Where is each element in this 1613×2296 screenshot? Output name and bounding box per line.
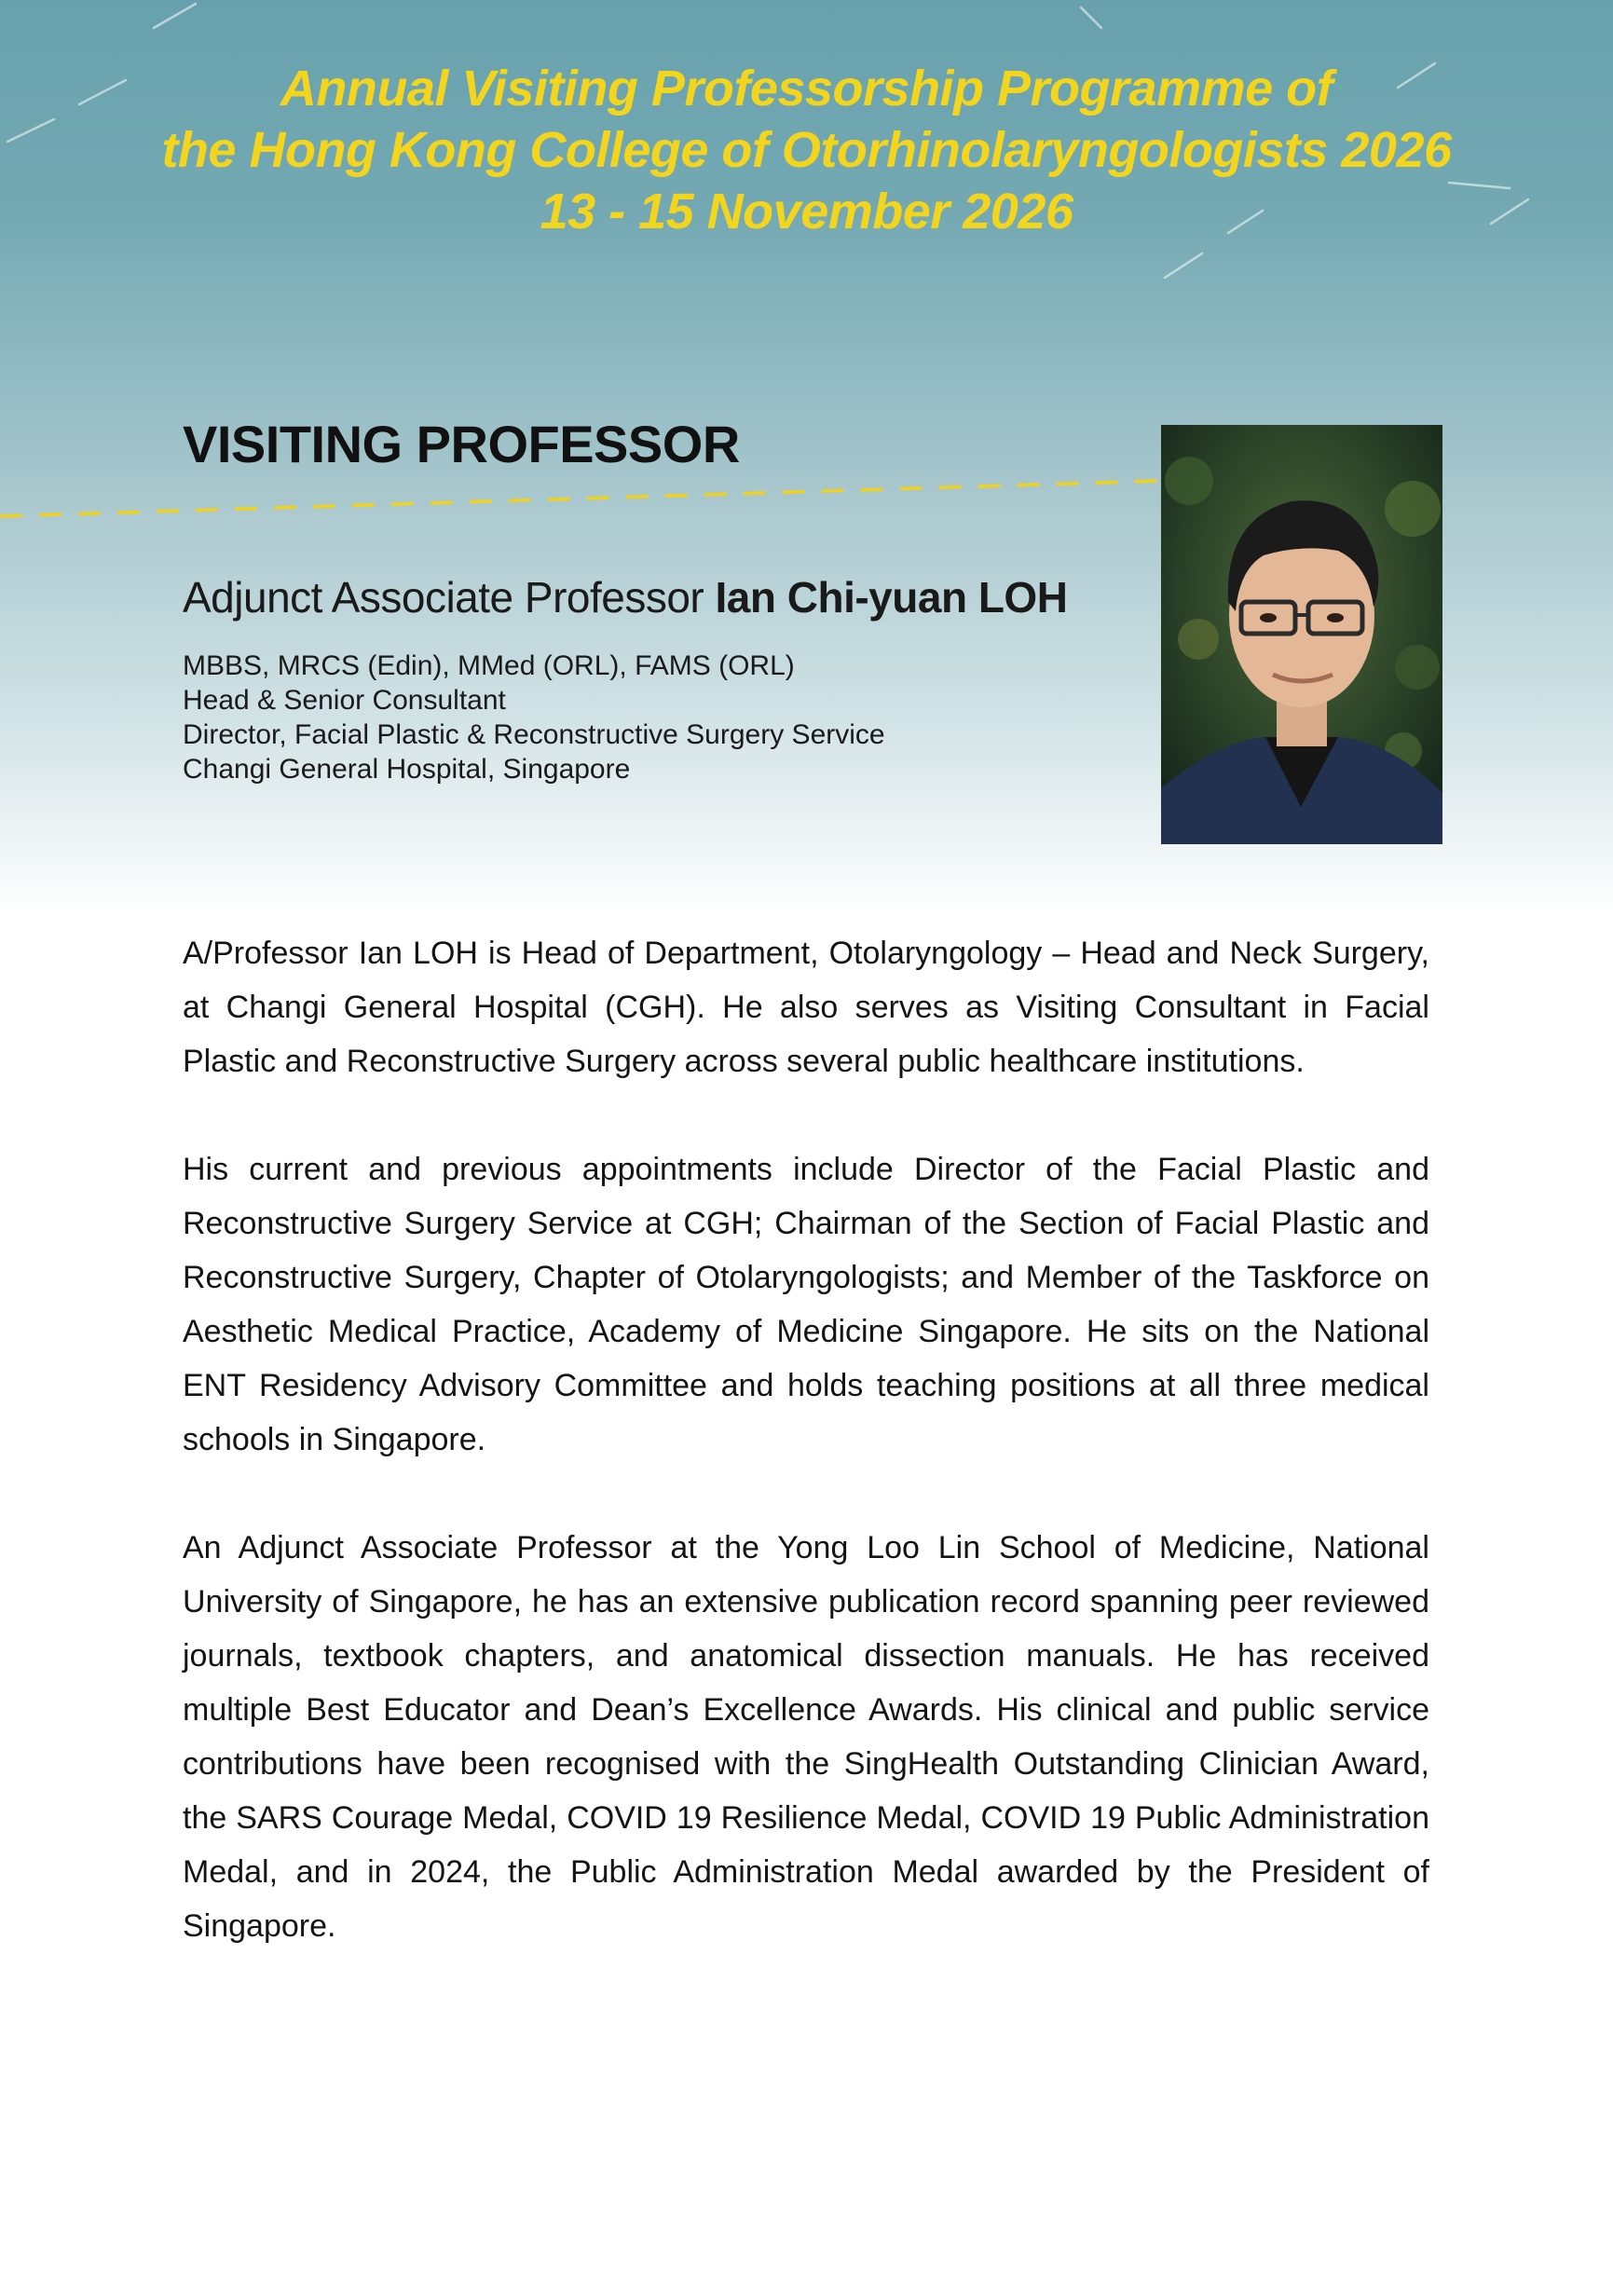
professor-portrait: [1161, 425, 1442, 844]
professor-title: Adjunct Associate Professor: [183, 573, 704, 622]
event-title-line: Annual Visiting Professorship Programme of: [280, 61, 1333, 116]
dashed-divider: [0, 481, 1161, 516]
section-heading: VISITING PROFESSOR: [183, 415, 740, 473]
credential-institution: Changi General Hospital, Singapore: [183, 754, 631, 785]
professor-name: [183, 570, 1067, 624]
bio-paragraph: His current and previous appointments include Director of the Facial Plastic and Reconstructive Surgery Service at CGH; Chairman of the Section of Facial Plastic and Reconstructive Surgery, Chapter of Otolaryngologists; and Member of the Taskforce on Aesthetic Medical Practice, Academy of Medicine Singapore. He sits on the National ENT Residency Advisory Committee and holds teaching positions at all three medical schools in Singapore.: [183, 1152, 1429, 1457]
credential-role: Head & Senior Consultant: [183, 685, 506, 716]
bio-paragraph: An Adjunct Associate Professor at the Yong Loo Lin School of Medicine, National University of Singapore, he has an extensive publication record spanning peer reviewed journals, textbook chapters, and anatomical dissection manuals. He has received multiple Best Educator and Dean’s Excellence Awards. His clinical and public service contributions have been recognised with the SingHealth Outstanding Clinician Award, the SARS Courage Medal, COVID 19 Resilience Medal, COVID 19 Public Administration Medal, and in 2024, the Public Administration Medal awarded by the President of Singapore.: [183, 1530, 1429, 1944]
event-title: [0, 58, 1613, 242]
biography: [183, 926, 1429, 2007]
credential-degrees: MBBS, MRCS (Edin), MMed (ORL), FAMS (ORL): [183, 650, 795, 681]
credential-director: Director, Facial Plastic & Reconstructive Surgery Service: [183, 719, 885, 750]
event-dates: 13 - 15 November 2026: [540, 184, 1073, 239]
deco-stroke: [1165, 253, 1202, 278]
deco-stroke: [154, 4, 196, 28]
event-title-line: the Hong Kong College of Otorhinolaryngologists 2026: [161, 122, 1452, 178]
professor-full-name: Ian Chi-yuan LOH: [715, 573, 1068, 622]
deco-stroke: [1081, 7, 1101, 28]
credentials-list: [183, 649, 885, 786]
bio-paragraph: A/Professor Ian LOH is Head of Department, Otolaryngology – Head and Neck Surgery, at Changi General Hospital (CGH). He also serves as Visiting Consultant in Facial Plastic and Reconstructive Surgery across several public healthcare institutions.: [183, 936, 1429, 1079]
